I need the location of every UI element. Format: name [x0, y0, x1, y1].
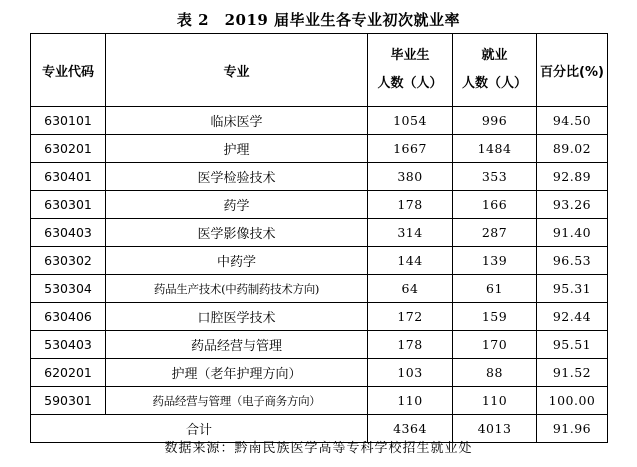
- table-row: [31, 163, 608, 191]
- major-code-cell: 630406: [31, 303, 106, 331]
- graduates-cell: 1667: [368, 135, 453, 163]
- major-name-cell: 临床医学: [106, 107, 368, 135]
- major-code-cell: 630403: [31, 219, 106, 247]
- table-row: [31, 387, 608, 415]
- header-employed: [453, 34, 537, 107]
- major-code-cell: 630101: [31, 107, 106, 135]
- major-code-cell: 630401: [31, 163, 106, 191]
- rate-cell: 100.00: [537, 387, 608, 415]
- graduates-cell: 64: [368, 275, 453, 303]
- graduates-cell: 314: [368, 219, 453, 247]
- graduates-cell: 1054: [368, 107, 453, 135]
- rate-cell: 95.31: [537, 275, 608, 303]
- rate-cell: 94.50: [537, 107, 608, 135]
- graduates-cell: 172: [368, 303, 453, 331]
- major-name-cell: 护理（老年护理方向）: [106, 359, 368, 387]
- graduates-cell: 144: [368, 247, 453, 275]
- header-rate: 百分比(%): [537, 34, 608, 107]
- table-row: [31, 191, 608, 219]
- employed-cell: 996: [453, 107, 537, 135]
- graduates-cell: 380: [368, 163, 453, 191]
- table-row: [31, 331, 608, 359]
- employed-cell: 88: [453, 359, 537, 387]
- table-row: [31, 359, 608, 387]
- employed-cell: 110: [453, 387, 537, 415]
- major-name-cell: 医学检验技术: [106, 163, 368, 191]
- table-row: [31, 247, 608, 275]
- rate-cell: 93.26: [537, 191, 608, 219]
- employed-cell: 61: [453, 275, 537, 303]
- header-major-code: 专业代码: [31, 34, 106, 107]
- rate-cell: 89.02: [537, 135, 608, 163]
- major-code-cell: 530304: [31, 275, 106, 303]
- employed-cell: 1484: [453, 135, 537, 163]
- major-name-cell: 医学影像技术: [106, 219, 368, 247]
- graduates-cell: 103: [368, 359, 453, 387]
- employed-cell: 159: [453, 303, 537, 331]
- employed-cell: 170: [453, 331, 537, 359]
- employed-cell: 353: [453, 163, 537, 191]
- major-code-cell: 630302: [31, 247, 106, 275]
- total-rate: 91.96: [537, 415, 608, 443]
- header-major-name: 专业: [106, 34, 368, 107]
- header-graduates-line2: 人数（人）: [377, 76, 443, 91]
- rate-cell: 96.53: [537, 247, 608, 275]
- major-code-cell: 590301: [31, 387, 106, 415]
- employed-cell: 166: [453, 191, 537, 219]
- major-code-cell: 630201: [31, 135, 106, 163]
- graduates-cell: 178: [368, 331, 453, 359]
- total-graduates: 4364: [368, 415, 453, 443]
- graduates-cell: 110: [368, 387, 453, 415]
- header-graduates: [368, 34, 453, 107]
- employed-cell: 287: [453, 219, 537, 247]
- rate-cell: 95.51: [537, 331, 608, 359]
- graduates-cell: 178: [368, 191, 453, 219]
- total-employed: 4013: [453, 415, 537, 443]
- employment-table: [30, 33, 608, 443]
- header-employed-line1: 就业: [481, 48, 508, 63]
- major-code-cell: 620201: [31, 359, 106, 387]
- table-row: [31, 135, 608, 163]
- major-name-cell: 口腔医学技术: [106, 303, 368, 331]
- table-title: 表 2 2019 届毕业生各专业初次就业率: [176, 11, 461, 29]
- header-graduates-line1: 毕业生: [390, 48, 430, 63]
- employed-cell: 139: [453, 247, 537, 275]
- major-name-cell: 药品经营与管理: [106, 331, 368, 359]
- rate-cell: 91.40: [537, 219, 608, 247]
- total-label: 合计: [31, 415, 368, 443]
- data-source-note: 数据来源：黔南民族医学高等专科学校招生就业处: [164, 441, 473, 456]
- table-row: [31, 303, 608, 331]
- table-body: [31, 107, 608, 415]
- rate-cell: 91.52: [537, 359, 608, 387]
- major-name-cell: 药品经营与管理（电子商务方向）: [106, 387, 368, 415]
- table-row: [31, 275, 608, 303]
- major-name-cell: 药学: [106, 191, 368, 219]
- rate-cell: 92.44: [537, 303, 608, 331]
- major-name-cell: 中药学: [106, 247, 368, 275]
- table-row: [31, 219, 608, 247]
- major-name-cell: 药品生产技术(中药制药技术方向): [106, 275, 368, 303]
- major-code-cell: 530403: [31, 331, 106, 359]
- header-employed-line2: 人数（人）: [461, 76, 527, 91]
- table-row: [31, 107, 608, 135]
- rate-cell: 92.89: [537, 163, 608, 191]
- major-code-cell: 630301: [31, 191, 106, 219]
- major-name-cell: 护理: [106, 135, 368, 163]
